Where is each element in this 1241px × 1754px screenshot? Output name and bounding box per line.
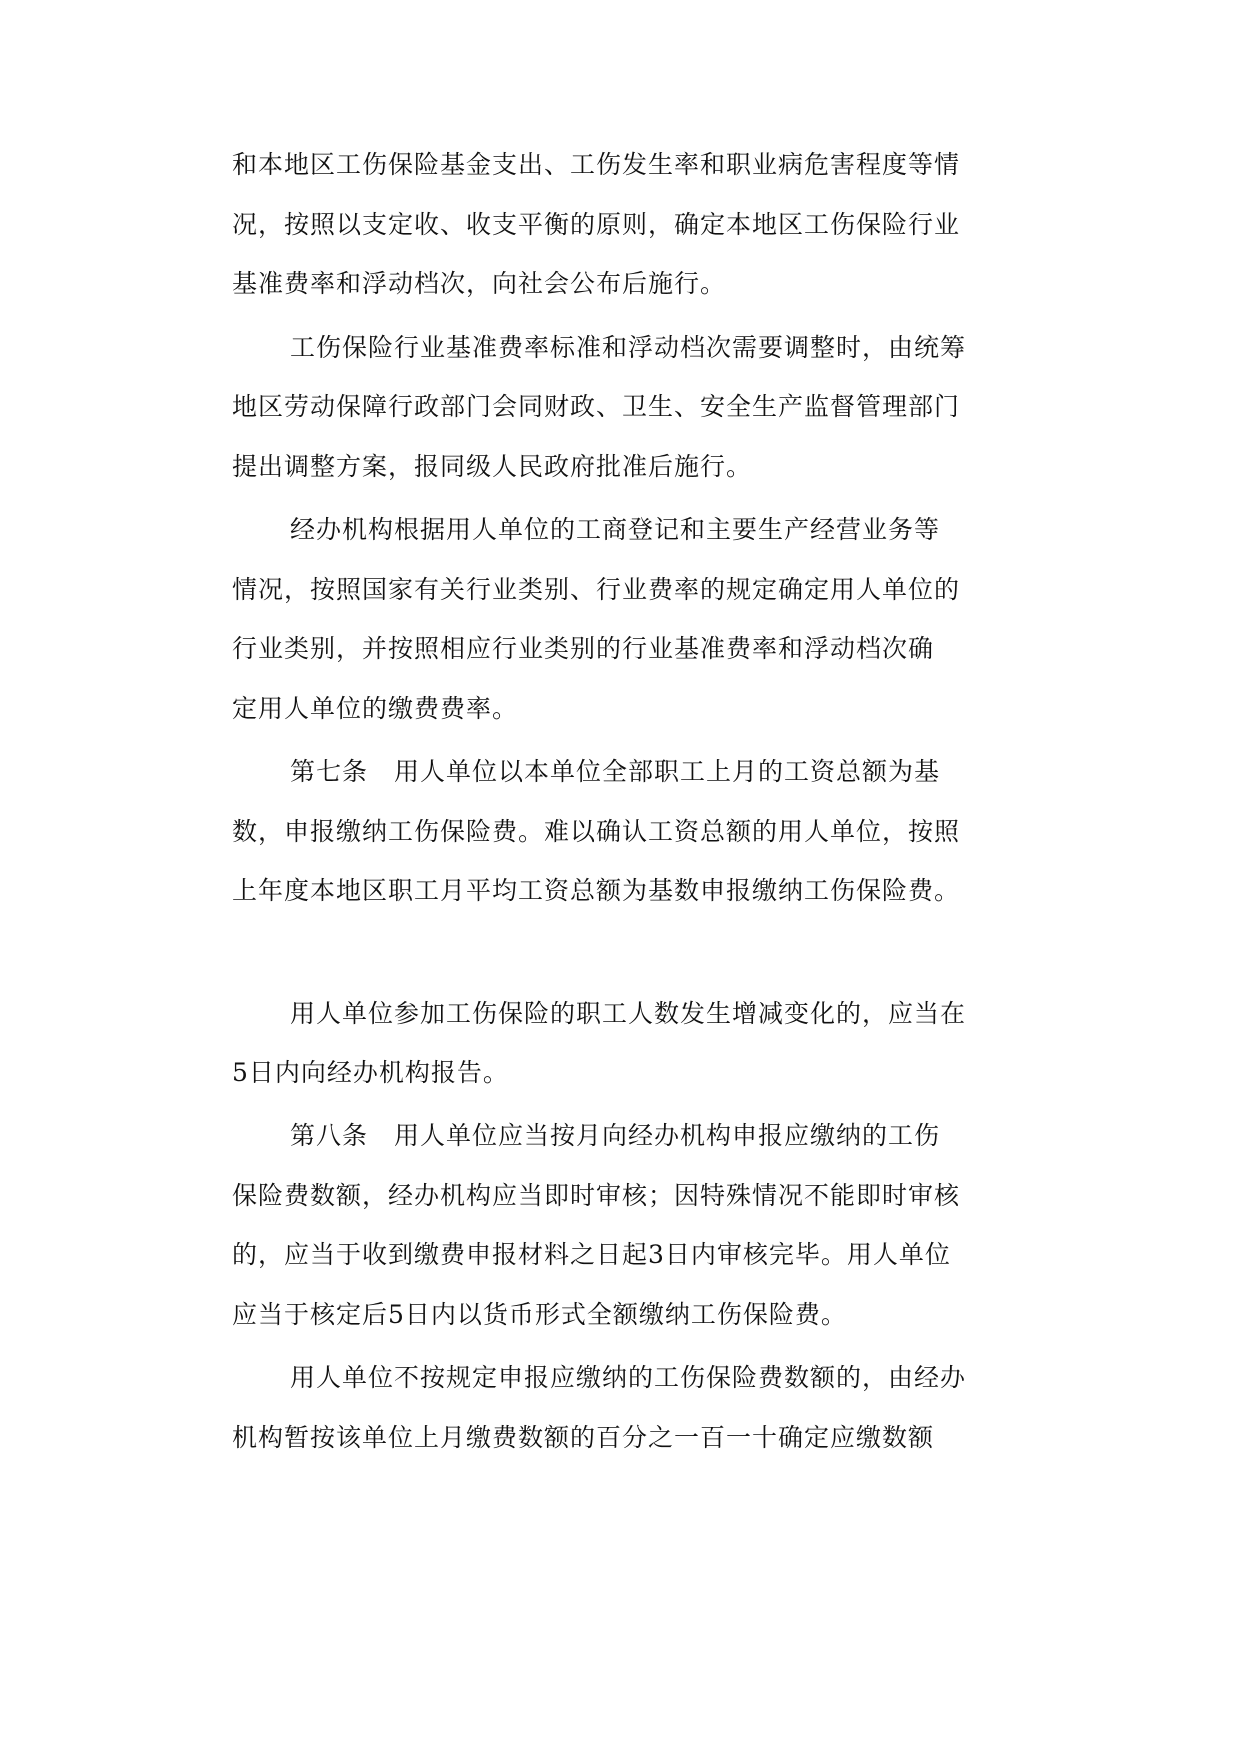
paragraph-first-line: 用人单位参加工伤保险的职工人数发生增减变化的，应当在 — [290, 999, 967, 1028]
text-line: 提出调整方案，报同级人民政府批准后施行。 — [232, 452, 753, 481]
paragraph-first-line: 工伤保险行业基准费率标准和浮动档次需要调整时，由统筹 — [290, 333, 967, 362]
paragraph-first-line: 经办机构根据用人单位的工商登记和主要生产经营业务等 — [290, 515, 941, 544]
text-line: 机构暂按该单位上月缴费数额的百分之一百一十确定应缴数额 — [232, 1423, 935, 1452]
text-line: 的，应当于收到缴费申报材料之日起3日内审核完毕。用人单位 — [232, 1240, 951, 1269]
text-line: 况，按照以支定收、收支平衡的原则，确定本地区工伤保险行业 — [232, 210, 961, 239]
text-line: 定用人单位的缴费费率。 — [232, 694, 519, 723]
text-line: 基准费率和浮动档次，向社会公布后施行。 — [232, 269, 727, 298]
text-line: 保险费数额，经办机构应当即时审核；因特殊情况不能即时审核 — [232, 1181, 961, 1210]
text-line: 情况，按照国家有关行业类别、行业费率的规定确定用人单位的 — [232, 575, 961, 604]
article-seven-line: 第七条 用人单位以本单位全部职工上月的工资总额为基 — [290, 757, 941, 786]
text-line: 地区劳动保障行政部门会同财政、卫生、安全生产监督管理部门 — [232, 392, 961, 421]
text-line: 和本地区工伤保险基金支出、工伤发生率和职业病危害程度等情 — [232, 150, 961, 179]
text-line: 行业类别，并按照相应行业类别的行业基准费率和浮动档次确 — [232, 634, 935, 663]
text-line: 5日内向经办机构报告。 — [232, 1058, 509, 1087]
article-eight-line: 第八条 用人单位应当按月向经办机构申报应缴纳的工伤 — [290, 1121, 941, 1150]
text-line: 数，申报缴纳工伤保险费。难以确认工资总额的用人单位，按照 — [232, 817, 961, 846]
text-line: 应当于核定后5日内以货币形式全额缴纳工伤保险费。 — [232, 1300, 847, 1329]
text-line: 上年度本地区职工月平均工资总额为基数申报缴纳工伤保险费。 — [232, 876, 961, 905]
paragraph-first-line: 用人单位不按规定申报应缴纳的工伤保险费数额的，由经办 — [290, 1363, 967, 1392]
